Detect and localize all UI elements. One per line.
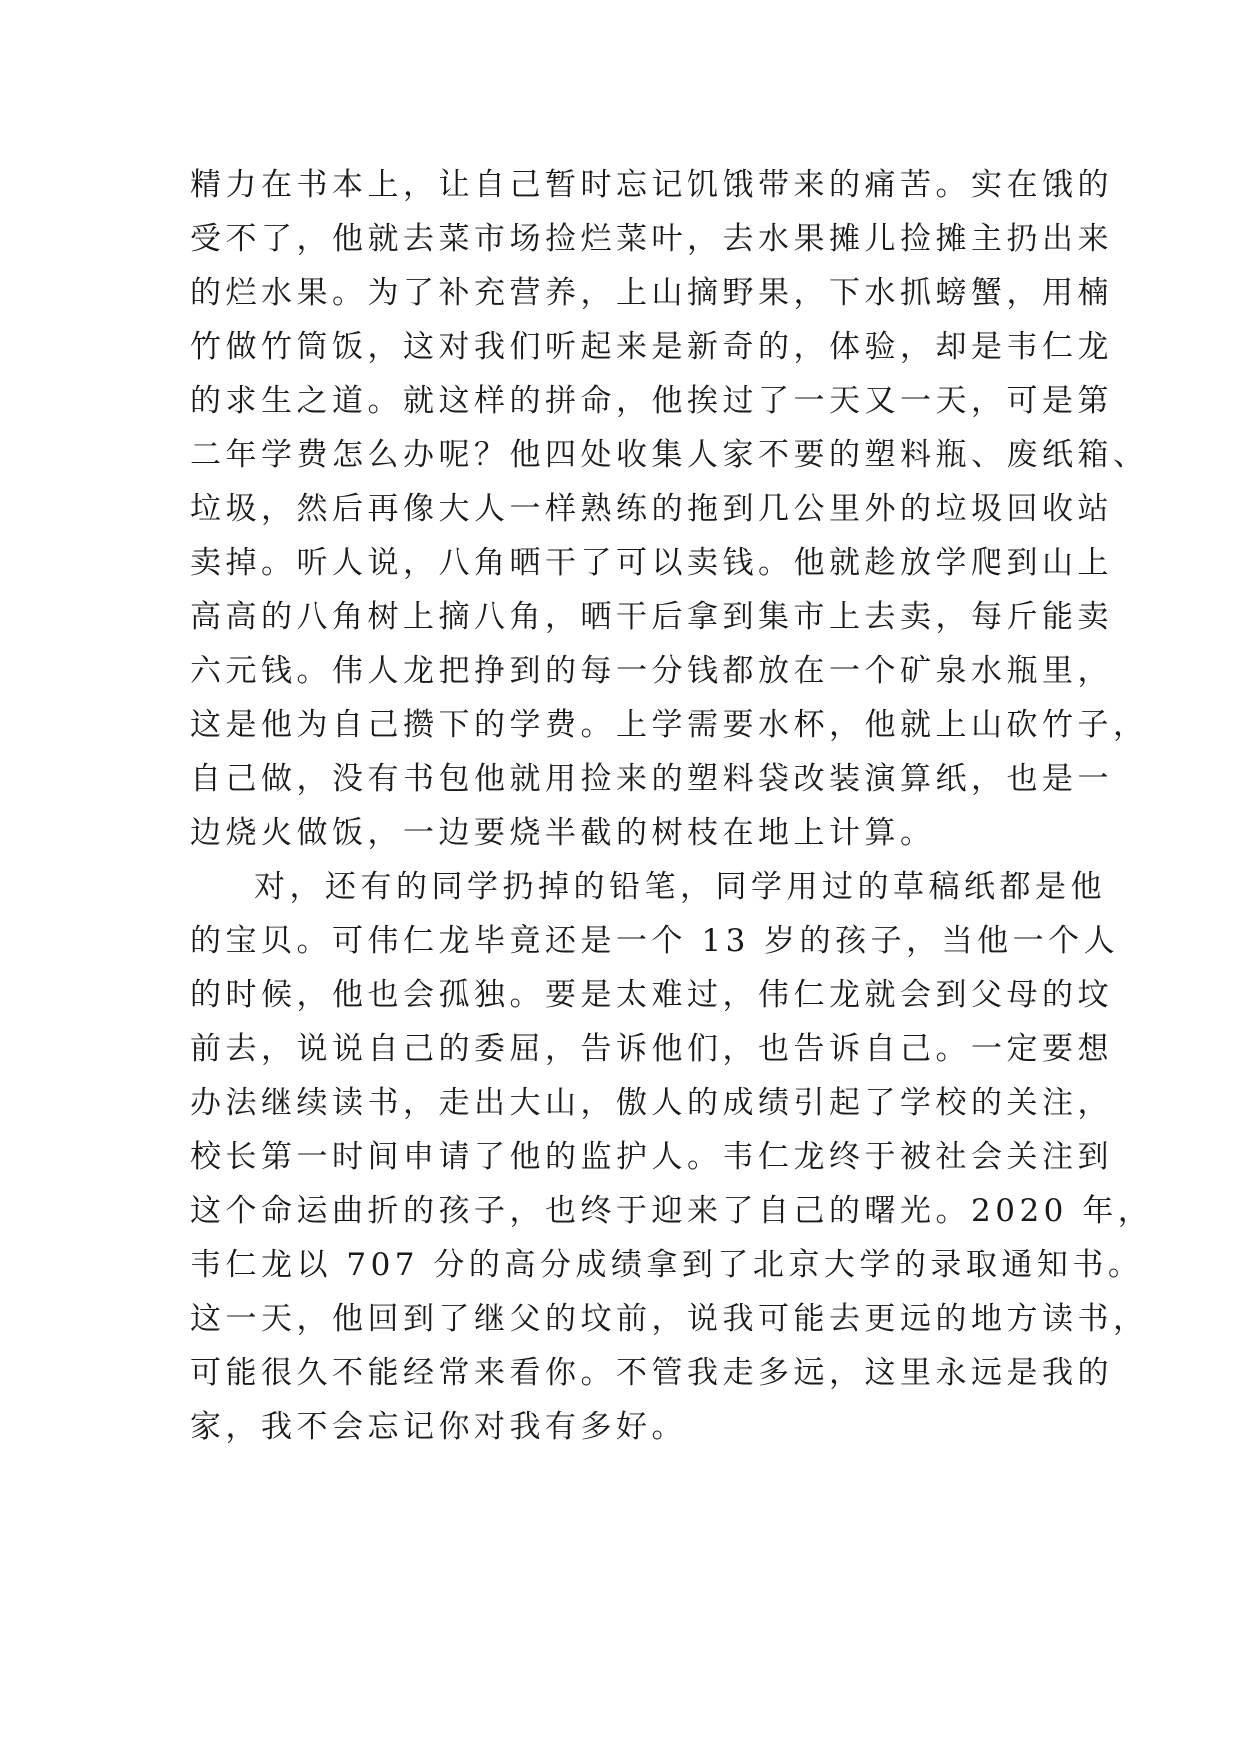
text-line: 的时候，他也会孤独。要是太难过，伟仁龙就会到父母的坟 — [190, 977, 1113, 1013]
text-line: 六元钱。伟人龙把挣到的每一分钱都放在一个矿泉水瓶里， — [190, 653, 1113, 689]
text-line: 这是他为自己攒下的学费。上学需要水杯，他就上山砍竹子， — [190, 707, 1149, 743]
text-line: 竹做竹筒饭，这对我们听起来是新奇的，体验，却是韦仁龙 — [190, 329, 1113, 365]
text-line: 的烂水果。为了补充营养，上山摘野果，下水抓螃蟹，用楠 — [190, 275, 1113, 311]
text-line: 的宝贝。可伟仁龙毕竟还是一个 13 岁的孩子，当他一个人 — [190, 923, 1120, 959]
text-line: 受不了，他就去菜市场捡烂菜叶，去水果摊儿捡摊主扔出来 — [190, 221, 1113, 257]
text-line: 二年学费怎么办呢？他四处收集人家不要的塑料瓶、废纸箱、 — [190, 437, 1149, 473]
text-line: 这个命运曲折的孩子，也终于迎来了自己的曙光。2020 年， — [190, 1193, 1154, 1229]
text-line: 前去，说说自己的委屈，告诉他们，也告诉自己。一定要想 — [190, 1031, 1113, 1067]
text-line: 精力在书本上，让自己暂时忘记饥饿带来的痛苦。实在饿的 — [190, 167, 1113, 203]
text-line: 校长第一时间申请了他的监护人。韦仁龙终于被社会关注到 — [190, 1139, 1113, 1175]
text-line: 办法继续读书，走出大山，傲人的成绩引起了学校的关注， — [190, 1085, 1113, 1121]
text-line: 这一天，他回到了继父的坟前，说我可能去更远的地方读书， — [190, 1301, 1149, 1337]
text-line: 垃圾，然后再像大人一样熟练的拖到几公里外的垃圾回收站 — [190, 491, 1113, 527]
text-line: 家，我不会忘记你对我有多好。 — [190, 1409, 687, 1445]
text-line: 高高的八角树上摘八角，晒干后拿到集市上去卖，每斤能卖 — [190, 599, 1113, 635]
text-line: 卖掉。听人说，八角晒干了可以卖钱。他就趁放学爬到山上 — [190, 545, 1113, 581]
text-line: 的求生之道。就这样的拼命，他挨过了一天又一天，可是第 — [190, 383, 1113, 419]
body-text — [190, 158, 1154, 1454]
paragraph-first-line: 对，还有的同学扔掉的铅笔，同学用过的草稿纸都是他 — [254, 869, 1106, 905]
text-line: 韦仁龙以 707 分的高分成绩拿到了北京大学的录取通知书。 — [190, 1247, 1144, 1283]
text-line: 可能很久不能经常来看你。不管我走多远，这里永远是我的 — [190, 1355, 1113, 1391]
text-line: 边烧火做饭，一边要烧半截的树枝在地上计算。 — [190, 815, 936, 851]
text-line: 自己做，没有书包他就用捡来的塑料袋改装演算纸，也是一 — [190, 761, 1113, 797]
